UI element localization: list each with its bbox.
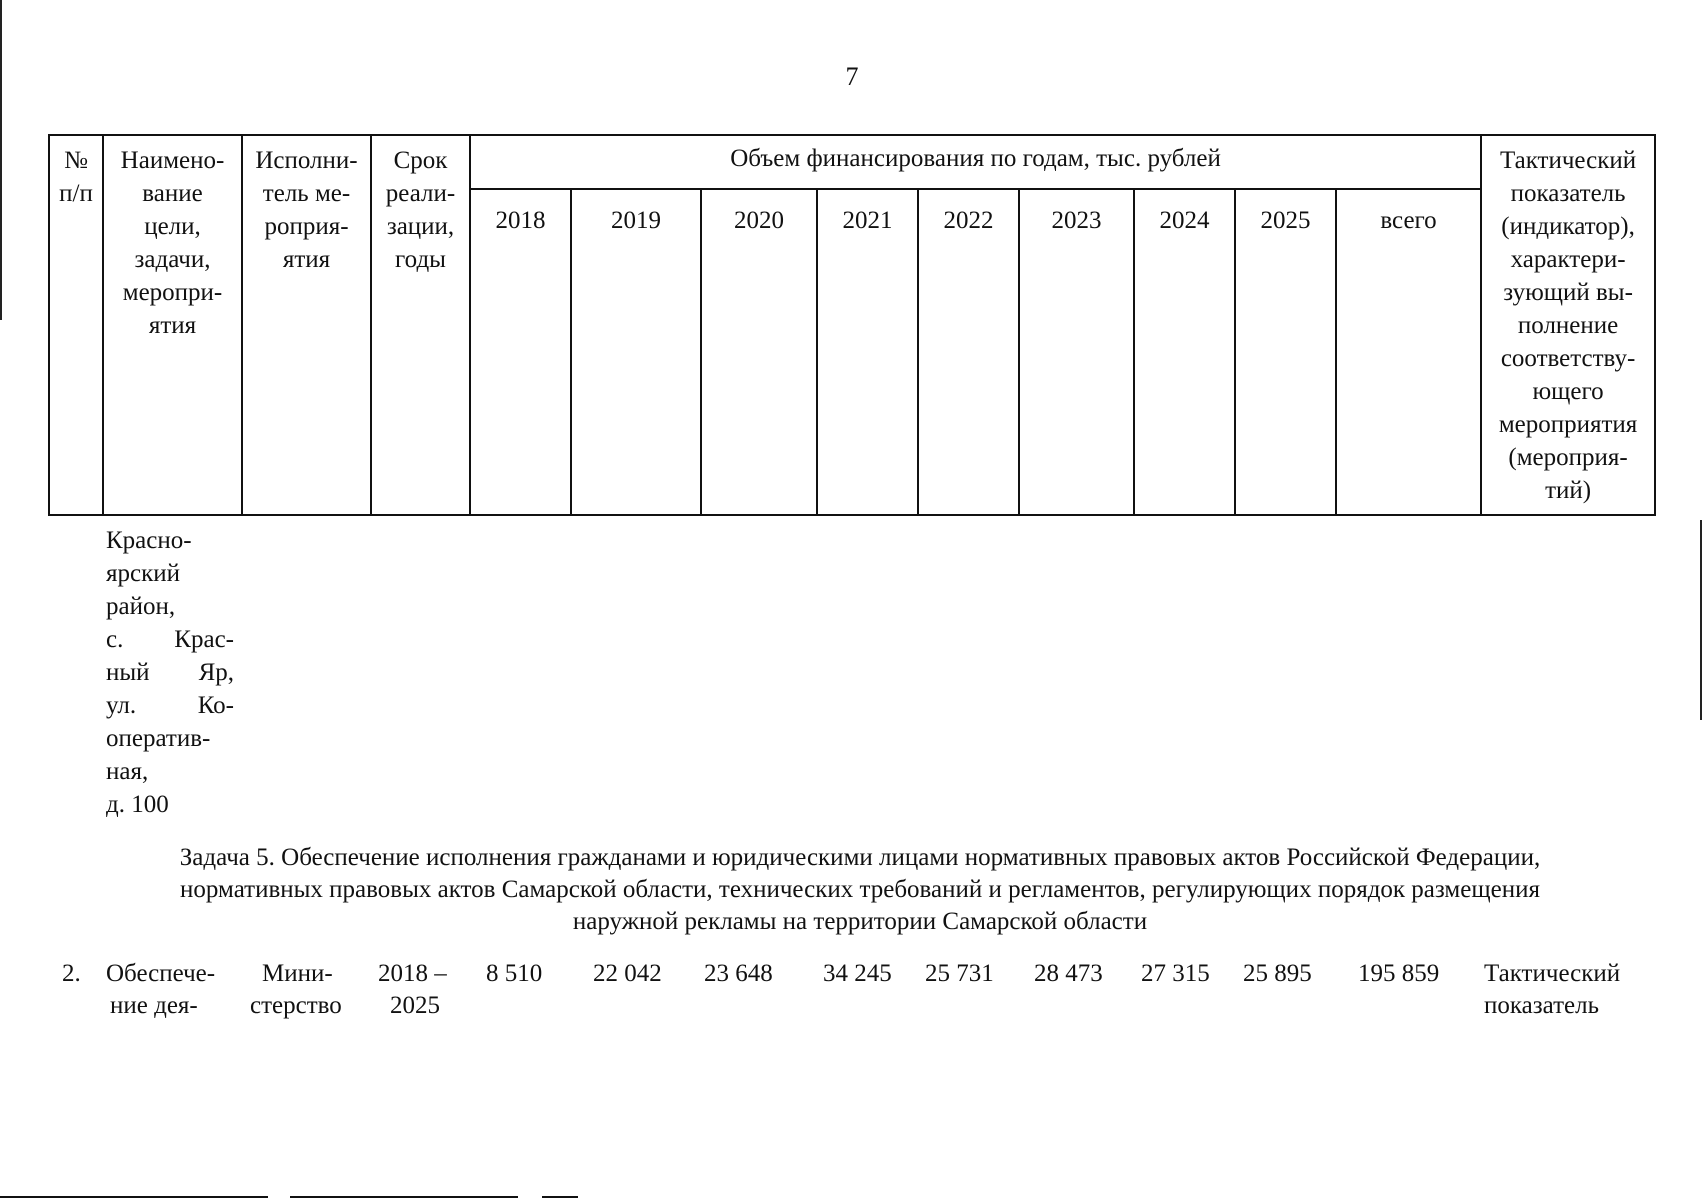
- page-bottom-rule-left: [0, 1196, 268, 1198]
- year-2024: 2024: [1134, 189, 1235, 515]
- header-table: [48, 134, 1656, 516]
- page-bottom-rule-right: [542, 1196, 578, 1198]
- header-cell-number: № п/п: [49, 135, 103, 515]
- row-value-2018: 8 510: [486, 960, 543, 987]
- row-executor: Мини- стерство: [250, 960, 342, 1019]
- page-number: 7: [845, 62, 859, 91]
- row-indicator: Тактический показатель: [1484, 960, 1621, 1019]
- header-cell-funding: Объем финансирования по годам, тыс. рублей: [470, 135, 1481, 189]
- header-cell-term: Срок реали- зации, годы: [371, 135, 470, 515]
- page-edge-right: [1700, 520, 1702, 720]
- row-value-2020: 23 648: [704, 960, 773, 987]
- header-cell-name: Наимено- вание цели, задачи, меропри- ятия: [103, 135, 242, 515]
- year-2021: 2021: [817, 189, 918, 515]
- address-continuation: Красно- ярский район, с. Крас- ный Яр, ул. Ко- оператив- ная, д. 100: [106, 527, 234, 818]
- task-heading: Задача 5. Обеспечение исполнения гражданами и юридическими лицами нормативных правовых актов Российской Федерации, нормативных правовых актов Самарской области, технических требований и регламентов, регулирующих порядок размещения наружной рекламы на территории Самарской области: [179, 844, 1541, 935]
- row-name: Обеспече- ние дея-: [106, 960, 216, 1019]
- row-value-2023: 28 473: [1034, 960, 1103, 987]
- year-2020: 2020: [701, 189, 817, 515]
- year-2022: 2022: [918, 189, 1019, 515]
- year-total: всего: [1336, 189, 1481, 515]
- row-value-2021: 34 245: [823, 960, 892, 987]
- row-value-2022: 25 731: [925, 960, 994, 987]
- header-cell-indicator: Тактический показатель (индикатор), характери- зующий вы- полнение соответству- ющего мероприятия (мероприя- тий): [1481, 135, 1655, 515]
- page-bottom-rule-middle: [290, 1196, 518, 1198]
- row-number: 2.: [62, 960, 81, 987]
- year-2025: 2025: [1235, 189, 1336, 515]
- row-value-2025: 25 895: [1243, 960, 1312, 987]
- page-edge-left: [0, 0, 2, 320]
- row-value-2019: 22 042: [593, 960, 662, 987]
- year-2018: 2018: [470, 189, 571, 515]
- year-2019: 2019: [571, 189, 701, 515]
- year-2023: 2023: [1019, 189, 1134, 515]
- row-value-total: 195 859: [1358, 960, 1440, 987]
- row-term: 2018 – 2025: [378, 960, 447, 1019]
- row-value-2024: 27 315: [1141, 960, 1210, 987]
- header-cell-executor: Исполни- тель ме- роприя- ятия: [242, 135, 371, 515]
